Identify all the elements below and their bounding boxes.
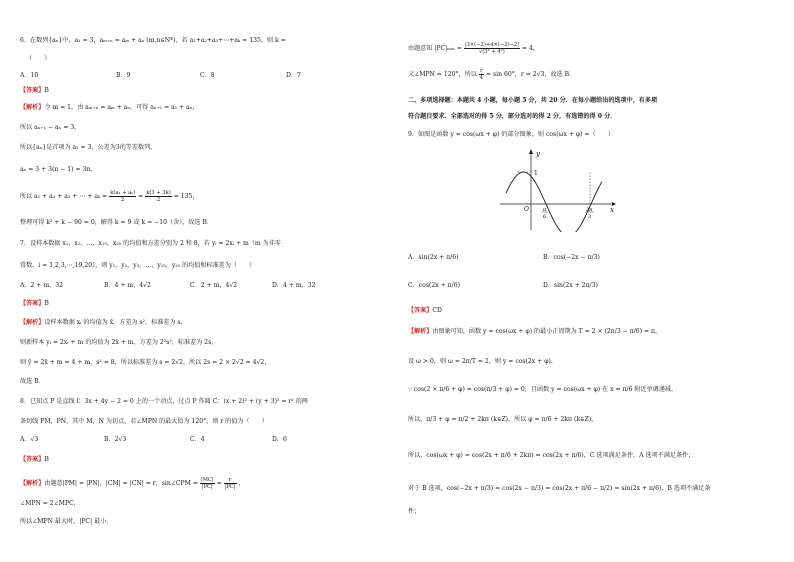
- pi6-num-label: π: [543, 207, 547, 213]
- twopi3-den-label: 3: [588, 214, 592, 220]
- r-over-4-fraction: $\frac{r}{4}$: [479, 68, 484, 81]
- q6-option-c: C．8: [200, 72, 215, 79]
- q7-analysis-3: 则 ȳ = 2x̄ + m = 4 + m，s² = 8，所以标准差为 s = 2√2，所以 2s = 2 × 2√2 = 4√2，: [20, 359, 271, 366]
- answer-tag: 【答案】: [20, 87, 45, 94]
- y-axis-arrow: [529, 149, 533, 154]
- q6-analysis-3: 所以{aₙ}是首项为 a₁ = 3，公差为3的等差数列，: [20, 144, 157, 151]
- q9-analysis-6: 对于 B 选项，cos(−2x + π/3) = cos(2x − π/3) = cos(2x + π/6 − π/2) = sin(2x + π/6)，B 选项不满足条: [408, 485, 711, 492]
- section-title: 二、多项选择题：本题共 4 小题，每小题 5 分，共 20 分．在每小题给出的选项中，有多项: [408, 97, 658, 104]
- q6-stem: 6．在数列{aₙ}中，a₁ = 3，aₘ₊ₙ = aₘ + aₙ (m,n∈N*)，若 a₁+a₂+a₃+⋯+aₖ = 135，则 k =: [20, 37, 286, 44]
- q6-analysis-2: 所以 aₙ₊₁ − aₙ = 3，: [20, 124, 81, 131]
- q8-analysis-3: 所以∠MPN 最大时，|PC| 最小．: [20, 518, 113, 525]
- pc-min-line: 由题意知 |PC|ₘᵢₙ = $\frac{|3\times(-2)+4\times(-3)-2|}{\text{√(3² + 4²)}}$ = 4，: [408, 42, 539, 55]
- q9-option-c: C．cos(2x + π/6): [408, 282, 460, 289]
- q9-analysis-4: 所以，π/3 + φ = π/2 + 2kπ (k∈Z)，所以 φ = π/6 + 2kπ (k∈Z)，: [408, 416, 598, 423]
- cosine-curve: [506, 172, 602, 232]
- section-title-2: 符合题目要求．全部选对的得 5 分，部分选对的得 2 分，有选错的得 0 分．: [408, 113, 617, 120]
- q8-option-d: D．6: [272, 436, 287, 443]
- q8-stem-1: 8．已知点 P 是直线 l：3x + 4y − 2 = 0 上的一个动点，过点 P 作圆 C：(x + 2)² + (y + 3)² = r² 的两: [20, 398, 308, 405]
- cosine-graph: [498, 146, 618, 232]
- q9-option-b: B．cos(−2x − π/3): [543, 254, 600, 261]
- sum-fraction-2: $\frac{k(3 + 3k)}{2}$: [146, 190, 171, 203]
- q9-analysis-1: 【解析】由图象可知，函数 y = cos(ωx + φ) 的最小正周期为 T = 2 × (2π/3 − π/6) = π，: [408, 328, 662, 335]
- sin-fraction-1: $\frac{|MC|}{|PC|}$: [200, 477, 214, 490]
- x-label: x: [610, 206, 614, 214]
- q8-option-a: A．√3: [20, 436, 39, 443]
- sum-fraction-1: $\frac{\text{k(a₁ + aₖ)}}{2}$: [110, 190, 136, 203]
- q7-option-a: A．2 + m，32: [20, 282, 63, 289]
- q8-analysis-2: ∠MPN = 2∠MPC，: [20, 500, 80, 507]
- q7-analysis-1: 【解析】设样本数据 xᵢ 的均值为 x̄，方差为 s²，标准差为 s，: [20, 319, 187, 326]
- q9-analysis-5: 所以，cos(ωx + φ) = cos(2x + π/6 + 2kπ) = cos(2x + π/6)，C 选项满足条件，A 选项不满足条件；: [408, 452, 695, 459]
- q7-answer: 【答案】B: [20, 300, 49, 307]
- q8-answer: 【答案】B: [20, 456, 49, 463]
- q6-option-d: D．7: [286, 72, 301, 79]
- q8-option-b: B．2√3: [104, 436, 127, 443]
- q9-answer: 【答案】CD: [408, 307, 442, 314]
- q9-option-a: A．sin(2x + π/6): [408, 254, 459, 261]
- sin-fraction-2: $\frac{r}{|PC|}$: [224, 477, 236, 490]
- twopi3-num-label: 2π: [586, 207, 593, 213]
- r-line: 又∠MPN = 120°，所以 $\frac{r}{4}$ = sin 60°，r = 2√3，故选 B．: [408, 68, 576, 81]
- q6-paren: （ ）: [26, 55, 51, 62]
- q9-analysis-7: 件；: [408, 508, 421, 515]
- q7-option-d: D．4 + m，32: [272, 282, 316, 289]
- pc-min-fraction: $\frac{|3\times(-2)+4\times(-3)-2|}{\text{√(3² + 4²)}}$: [464, 42, 519, 55]
- q9-option-d: D．sin(2x + 2π/3): [543, 282, 598, 289]
- q8-analysis-1: 【解析】由题意|PM| = |PN|，|CM| = |CN| = r，sin∠CPM = $\frac{|MC|}{|PC|}$ = $\frac{r}{|PC|}$ ，: [20, 477, 245, 490]
- y-label: y: [536, 150, 540, 158]
- q6-option-a: A．10: [20, 72, 39, 79]
- q6-analysis-4: aₙ = 3 + 3(n − 1) = 3n，: [20, 166, 97, 173]
- q8-option-c: C．4: [190, 436, 205, 443]
- q7-stem-1: 7．设样本数据 x₁，x₂，…，x₁₉，x₂₀ 的均值和方差分别为 2 和 8，若 yᵢ = 2xᵢ + m（m 为非零: [20, 240, 281, 247]
- q9-stem: 9．如图是函数 y = cos(ωx + φ) 的部分图象，则 cos(ωx + φ) =（ ）: [408, 131, 614, 138]
- q9-analysis-2: 设 ω > 0，则 ω = 2π/T = 2，则 y = cos(2x + φ)，: [408, 358, 557, 365]
- one-label: 1: [534, 170, 538, 177]
- analysis-tag: 【解析】: [20, 104, 45, 111]
- q9-analysis-3: ∵ cos(2 × π/6 + φ) = cos(π/3 + φ) = 0，且函数 y = cos(ωx + φ) 在 x = π/6 附近单调递减，: [408, 386, 678, 393]
- q6-analysis-1: 【解析】令 m = 1，由 aₘ₊ₙ = aₘ + aₙ，可得 aₙ₊₁ = a₁ + aₙ，: [20, 104, 199, 111]
- q6-analysis-5: 所以 a₁ + a₂ + a₃ + ⋯ + aₖ = $\frac{\text{k(a₁ + aₖ)}}{2}$ = $\frac{k(3 + 3k)}{2}$ = 135，: [20, 190, 199, 203]
- q8-stem-2: 条切线 PM，PN，其中 M，N 为切点，若∠MPN 的最大值为 120°，则 r 的值为（ ）: [20, 418, 268, 425]
- q6-analysis-6: 整理可得 k² + k − 90 = 0，解得 k = 9 或 k = −10（舍），故选 B．: [20, 219, 214, 226]
- q6-option-b: B．9: [116, 72, 131, 79]
- q6-answer-value: B: [44, 87, 49, 94]
- q7-analysis-4: 故选 B．: [20, 378, 45, 385]
- q6-answer: [20, 87, 49, 95]
- q7-stem-2: 常数，i = 1,2,3,⋯,19,20），则 y₁，y₂，y₃，…，y₁₉，y₂₀ 的均值和标准差为（ ）: [20, 262, 256, 269]
- origin-label: O: [524, 206, 529, 213]
- pi6-den-label: 6: [543, 214, 547, 220]
- q7-option-c: C．2 + m，4√2: [190, 282, 238, 289]
- q7-analysis-2: 则新样本 yᵢ = 2xᵢ + m 的均值为 2x̄ + m，方差为 2²s²，标准差为 2s，: [20, 339, 218, 346]
- q7-option-b: B．4 + m，4√2: [104, 282, 151, 289]
